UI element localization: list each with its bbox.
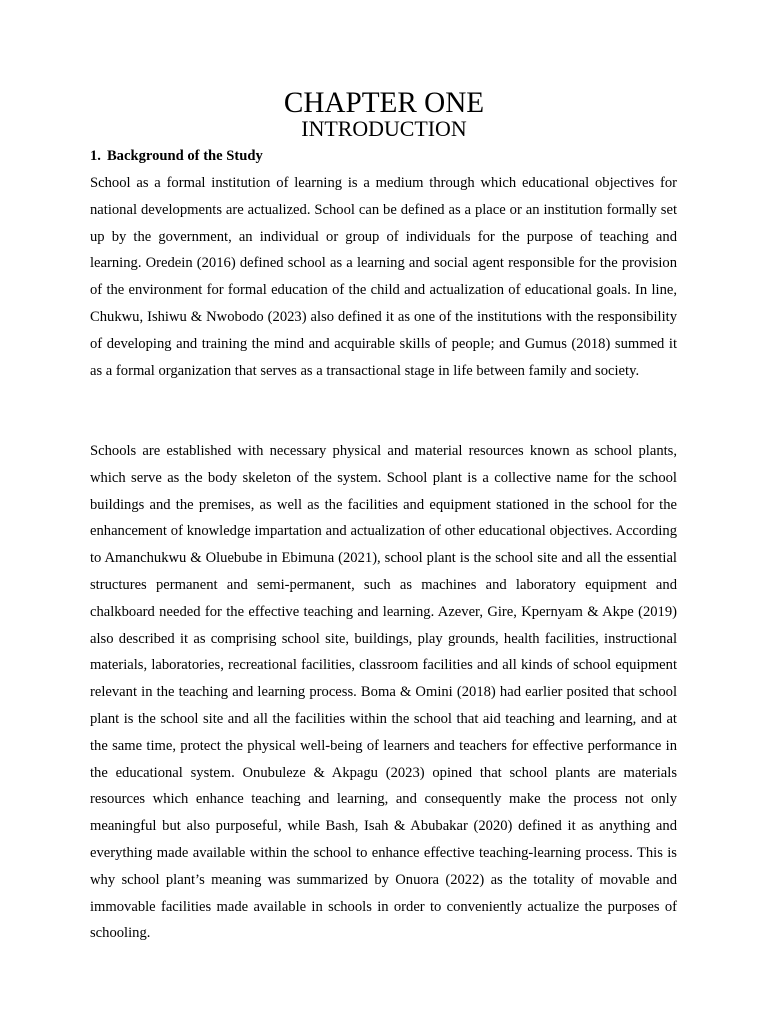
- chapter-title: INTRODUCTION: [301, 116, 467, 141]
- body-paragraph-2: Schools are established with necessary physical and material resources known as school plants, which serve as the body skeleton of the system. School plant is a collective name for the school buildings and the premises, as well as the facilities and equipment stationed in the school for the enhancement of knowledge impartation and actualization of other educational objectives. According to Amanchukwu & Oluebube in Ebimuna (2021), school plant is the school site and all the essential structures permanent and semi-permanent, such as machines and laboratory equipment and chalkboard needed for the effective teaching and learning. Azever, Gire, Kpernyam & Akpe (2019) also described it as comprising school site, buildings, play grounds, health facilities, instructional materials, laboratories, recreational facilities, classroom facilities and all kinds of school equipment relevant in the teaching and learning process. Boma & Omini (2018) had earlier posited that school plant is the school site and all the facilities within the school that aid teaching and learning, and at the same time, protect the physical well-being of learners and teachers for effective performance in the educational system. Onubuleze & Akpagu (2023) opined that school plants are materials resources which enhance teaching and learning, and consequently make the process not only meaningful but also purposeful, while Bash, Isah & Abubakar (2020) defined it as anything and everything made available within the school to enhance effective teaching-learning process. This is why school plant’s meaning was summarized by Onuora (2022) as the totality of movable and immovable facilities made available in schools in order to conveniently actualize the purposes of schooling.: [90, 443, 677, 942]
- section-number: 1.: [90, 148, 101, 164]
- body-paragraph-1: School as a formal institution of learning is a medium through which educational objectives for national developments are actualized. School can be defined as a place or an institution formally set up by the government, an individual or group of individuals for the purpose of teaching and learning. Oredein (2016) defined school as a learning and social agent responsible for the provision of the environment for formal education of the child and actualization of educational goals. In line, Chukwu, Ishiwu & Nwobodo (2023) also defined it as one of the institutions with the responsibility of developing and training the mind and acquirable skills of people; and Gumus (2018) summed it as a formal organization that serves as a transactional stage in life between family and society.: [90, 175, 677, 379]
- section-title: Background of the Study: [106, 148, 263, 164]
- section-heading: [90, 146, 263, 166]
- chapter-label: CHAPTER ONE: [283, 87, 485, 119]
